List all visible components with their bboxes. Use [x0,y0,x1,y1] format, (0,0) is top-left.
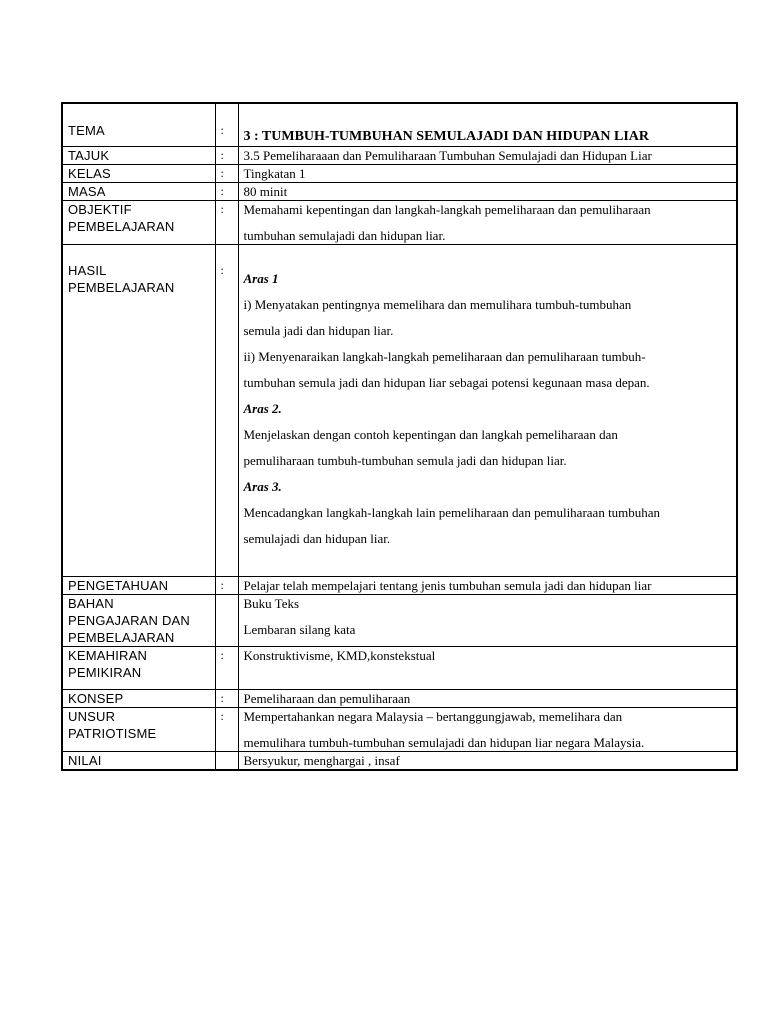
konsep-value-cell [238,689,737,707]
masa-value-cell [238,182,737,200]
nilai-label-cell [62,751,215,770]
konsep-value: Pemeliharaan dan pemuliharaan [243,690,411,706]
masa-label: MASA [68,183,106,199]
tajuk-value: 3.5 Pemeliharaaan dan Pemuliharaan Tumbuhan Semulajadi dan Hidupan Liar [243,147,652,163]
unsur-label-line-2: PATRIOTISME [68,725,157,741]
tajuk-value-cell [238,146,737,164]
masa-label-cell [62,182,215,200]
masa-value: 80 minit [243,183,288,199]
nilai-label: NILAI [68,752,102,768]
kemahiran-value: Konstruktivisme, KMD,konstekstual [243,647,436,663]
unsur-label-line-1: UNSUR [68,708,116,724]
row-bahan [62,594,737,646]
kemahiran-value-cell [238,646,737,689]
hasil-label-line-2: PEMBELAJARAN [68,279,175,295]
colon: : [220,183,224,198]
row-hasil [62,244,737,576]
objektif-value-cell [238,200,737,244]
aras-2-line-2: pemuliharaan tumbuh-tumbuhan semula jadi dan hidupan liar. [243,452,567,468]
tema-label-cell [62,103,215,146]
pengetahuan-colon-cell [215,576,238,594]
kelas-label-cell [62,164,215,182]
kelas-label: KELAS [68,165,111,181]
row-pengetahuan [62,576,737,594]
row-tajuk [62,146,737,164]
aras-3-line-2: semulajadi dan hidupan liar. [243,530,391,546]
kemahiran-label-line-2: PEMIKIRAN [68,664,142,680]
aras-1-line-2: semula jadi dan hidupan liar. [243,322,394,338]
konsep-colon-cell [215,689,238,707]
aras-1-line-1: i) Menyatakan pentingnya memelihara dan memulihara tumbuh-tumbuhan [243,296,632,312]
colon: : [220,165,224,180]
row-masa [62,182,737,200]
bahan-colon-cell [215,594,238,646]
aras-1-heading: Aras 1 [243,270,279,286]
pengetahuan-value: Pelajar telah mempelajari tentang jenis tumbuhan semula jadi dan hidupan liar [243,577,652,593]
objektif-colon-cell [215,200,238,244]
row-unsur [62,707,737,751]
aras-2-heading: Aras 2. [243,400,282,416]
objektif-label-line-2: PEMBELAJARAN [68,218,175,234]
pengetahuan-label-cell [62,576,215,594]
hasil-label-line-1: HASIL [68,262,107,278]
nilai-colon-cell [215,751,238,770]
aras-1-line-4: tumbuhan semula jadi dan hidupan liar sebagai potensi kegunaan masa depan. [243,374,650,390]
lesson-plan-table [61,102,738,771]
row-tema [62,103,737,146]
colon: : [220,577,224,592]
kemahiran-label-cell [62,646,215,689]
kelas-value-cell [238,164,737,182]
unsur-label-cell [62,707,215,751]
row-objektif [62,200,737,244]
nilai-value: Bersyukur, menghargai , insaf [243,752,400,768]
tema-value: 3 : TUMBUH-TUMBUHAN SEMULAJADI DAN HIDUPAN LIAR [243,129,649,144]
colon: : [220,647,224,662]
colon: : [220,147,224,162]
masa-colon-cell [215,182,238,200]
konsep-label: KONSEP [68,690,124,706]
bahan-value-line-1: Buku Teks [243,595,300,611]
kemahiran-colon-cell [215,646,238,689]
kelas-value: Tingkatan 1 [243,165,306,181]
bahan-label-line-1: BAHAN [68,595,114,611]
aras-3-heading: Aras 3. [243,478,282,494]
row-konsep [62,689,737,707]
bahan-label-cell [62,594,215,646]
aras-2-line-1: Menjelaskan dengan contoh kepentingan dan langkah pemeliharaan dan [243,426,618,442]
row-kemahiran [62,646,737,689]
pengetahuan-label: PENGETAHUAN [68,577,169,593]
tajuk-colon-cell [215,146,238,164]
objektif-value-line-1: Memahami kepentingan dan langkah-langkah pemeliharaan dan pemuliharaan [243,201,651,217]
tema-label: TEMA [68,123,105,138]
unsur-value-cell [238,707,737,751]
colon: : [220,262,224,277]
aras-3-line-1: Mencadangkan langkah-langkah lain pemeliharaan dan pemuliharaan tumbuhan [243,504,661,520]
objektif-label-line-1: OBJEKTIF [68,201,132,217]
hasil-value-cell [238,244,737,576]
bahan-label-line-2: PENGAJARAN DAN [68,612,190,628]
bahan-value-line-2: Lembaran silang kata [243,621,356,637]
unsur-value-line-1: Mempertahankan negara Malaysia – bertanggungjawab, memelihara dan [243,708,623,724]
objektif-value-line-2: tumbuhan semulajadi dan hidupan liar. [243,227,446,243]
nilai-value-cell [238,751,737,770]
colon: : [220,123,224,137]
colon: : [220,708,224,723]
tema-colon-cell [215,103,238,146]
tajuk-label-cell [62,146,215,164]
bahan-label-line-3: PEMBELAJARAN [68,629,175,645]
row-nilai [62,751,737,770]
unsur-colon-cell [215,707,238,751]
pengetahuan-value-cell [238,576,737,594]
tema-value-cell [238,103,737,146]
aras-1-line-3: ii) Menyenaraikan langkah-langkah pemeliharaan dan pemuliharaan tumbuh- [243,348,646,364]
hasil-colon-cell [215,244,238,576]
colon: : [220,201,224,216]
objektif-label-cell [62,200,215,244]
konsep-label-cell [62,689,215,707]
unsur-value-line-2: memulihara tumbuh-tumbuhan semulajadi dan hidupan liar negara Malaysia. [243,734,645,750]
bahan-value-cell [238,594,737,646]
kelas-colon-cell [215,164,238,182]
colon: : [220,690,224,705]
tajuk-label: TAJUK [68,147,110,163]
hasil-label-cell [62,244,215,576]
kemahiran-label-line-1: KEMAHIRAN [68,647,148,663]
row-kelas [62,164,737,182]
